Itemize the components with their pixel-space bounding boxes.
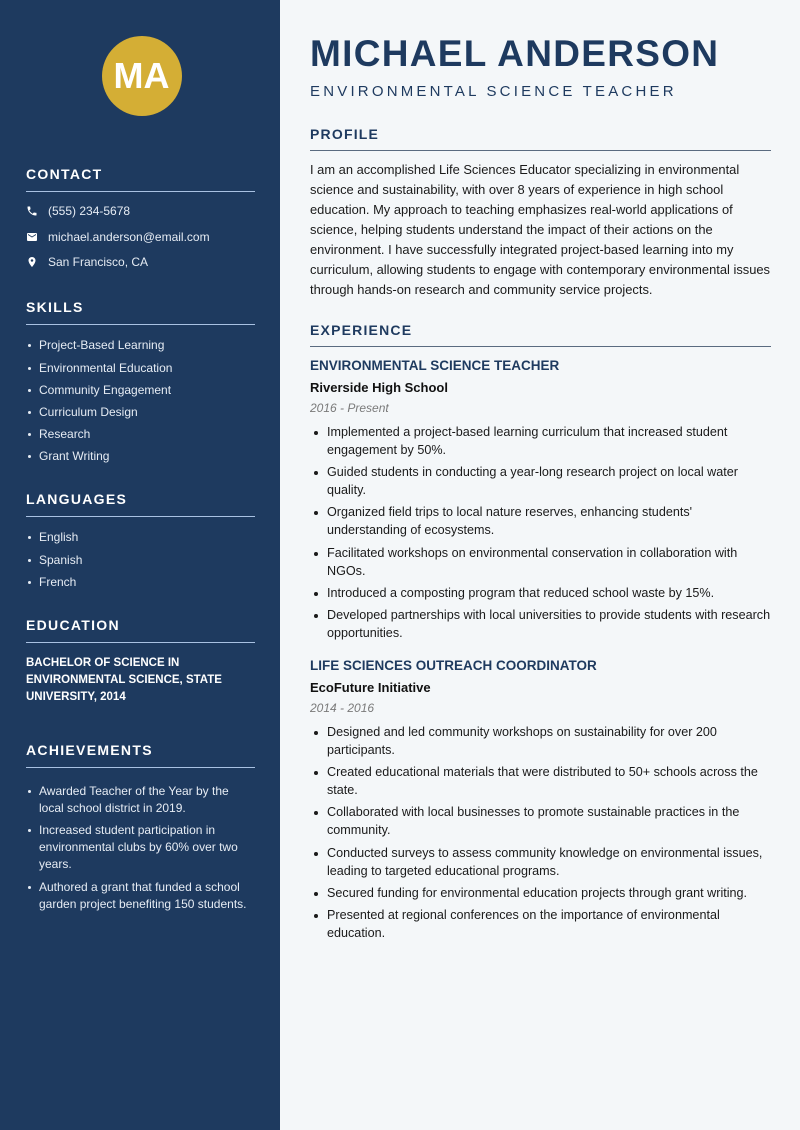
skill-item: Project-Based Learning	[26, 337, 255, 354]
contact-phone[interactable]	[26, 204, 255, 218]
job-bullet: Designed and led community workshops on sustainability for over 200 participants.	[310, 723, 771, 759]
contact-section	[26, 166, 255, 269]
candidate-title: ENVIRONMENTAL SCIENCE TEACHER	[310, 83, 677, 100]
job-entry	[310, 356, 771, 642]
skill-item: Research	[26, 426, 255, 443]
job-bullet: Organized field trips to local nature reserves, enhancing students' understanding of ecosystems.	[310, 503, 771, 539]
job-bullet: Developed partnerships with local universities to provide students with research opportunities.	[310, 606, 771, 642]
job-bullet: Collaborated with local businesses to promote sustainable practices in the community.	[310, 803, 771, 839]
job-bullet: Secured funding for environmental education projects through grant writing.	[310, 884, 771, 902]
job-role: ENVIRONMENTAL SCIENCE TEACHER	[310, 358, 560, 373]
job-bullets	[310, 423, 771, 642]
email-icon	[26, 231, 38, 243]
candidate-name: MICHAEL ANDERSON	[310, 33, 720, 74]
job-dates: 2014 - 2016	[310, 700, 375, 715]
job-bullet: Facilitated workshops on environmental conservation in collaboration with NGOs.	[310, 544, 771, 580]
job-organization: EcoFuture Initiative	[310, 679, 431, 695]
achievements-heading: ACHIEVEMENTS	[26, 742, 255, 768]
contact-location	[26, 255, 255, 269]
main-content	[280, 0, 800, 1130]
profile-heading: PROFILE	[310, 126, 771, 151]
job-dates: 2016 - Present	[310, 401, 389, 415]
languages-list	[26, 529, 255, 590]
email-text: michael.anderson@email.com	[48, 229, 210, 244]
languages-heading: LANGUAGES	[26, 491, 255, 517]
skills-list	[26, 337, 255, 465]
language-item: Spanish	[26, 552, 255, 569]
achievements-section	[26, 742, 255, 912]
language-item: English	[26, 529, 255, 546]
achievement-item: Increased student participation in environmental clubs by 60% over two years.	[26, 822, 255, 873]
job-bullet: Presented at regional conferences on the importance of environmental education.	[310, 906, 771, 942]
education-heading: EDUCATION	[26, 617, 255, 643]
contact-email[interactable]	[26, 230, 255, 244]
achievement-item: Awarded Teacher of the Year by the local school district in 2019.	[26, 783, 255, 817]
sidebar	[0, 0, 280, 1130]
language-item: French	[26, 574, 255, 591]
skills-heading: SKILLS	[26, 299, 255, 325]
job-bullet: Implemented a project-based learning curriculum that increased student engagement by 50%.	[310, 423, 771, 459]
experience-heading: EXPERIENCE	[310, 322, 771, 347]
job-bullet: Guided students in conducting a year-long research project on local water quality.	[310, 463, 771, 499]
skill-item: Curriculum Design	[26, 404, 255, 421]
job-bullet: Introduced a composting program that reduced school waste by 15%.	[310, 584, 771, 602]
experience-section	[310, 322, 771, 942]
achievement-item: Authored a grant that funded a school garden project benefiting 150 students.	[26, 879, 255, 913]
location-text: San Francisco, CA	[48, 255, 149, 270]
languages-section	[26, 491, 255, 590]
education-degree: BACHELOR OF SCIENCE IN ENVIRONMENTAL SCIENCE, STATE UNIVERSITY, 2014	[26, 656, 222, 704]
job-bullets	[310, 723, 771, 942]
skill-item: Environmental Education	[26, 360, 255, 377]
avatar: MA	[102, 36, 182, 116]
profile-text: I am an accomplished Life Sciences Educator specializing in environmental science and sustainability, with over 8 years of experience in high school education. My approach to teaching emphasizes real-world applications of science, helping students understand the impact of their actions on the environment. I have successfully integrated project-based learning into my curriculum, allowing students to engage with contemporary environmental issues through hands-on research and community service projects.	[310, 162, 770, 297]
profile-section	[310, 126, 771, 300]
skill-item: Grant Writing	[26, 448, 255, 465]
location-icon	[26, 256, 38, 268]
education-section	[26, 617, 255, 707]
job-organization: Riverside High School	[310, 380, 448, 395]
job-entry	[310, 656, 771, 942]
skill-item: Community Engagement	[26, 382, 255, 399]
skills-section	[26, 299, 255, 465]
contact-heading: CONTACT	[26, 166, 255, 192]
job-bullet: Conducted surveys to assess community knowledge on environmental issues, leading to targeted educational programs.	[310, 844, 771, 880]
achievements-list	[26, 783, 255, 912]
resume-header	[310, 34, 771, 101]
job-role: LIFE SCIENCES OUTREACH COORDINATOR	[310, 657, 597, 673]
avatar-container	[26, 36, 255, 116]
phone-text: (555) 234-5678	[48, 204, 131, 218]
job-bullet: Created educational materials that were distributed to 50+ schools across the state.	[310, 763, 771, 799]
phone-icon	[26, 205, 38, 217]
